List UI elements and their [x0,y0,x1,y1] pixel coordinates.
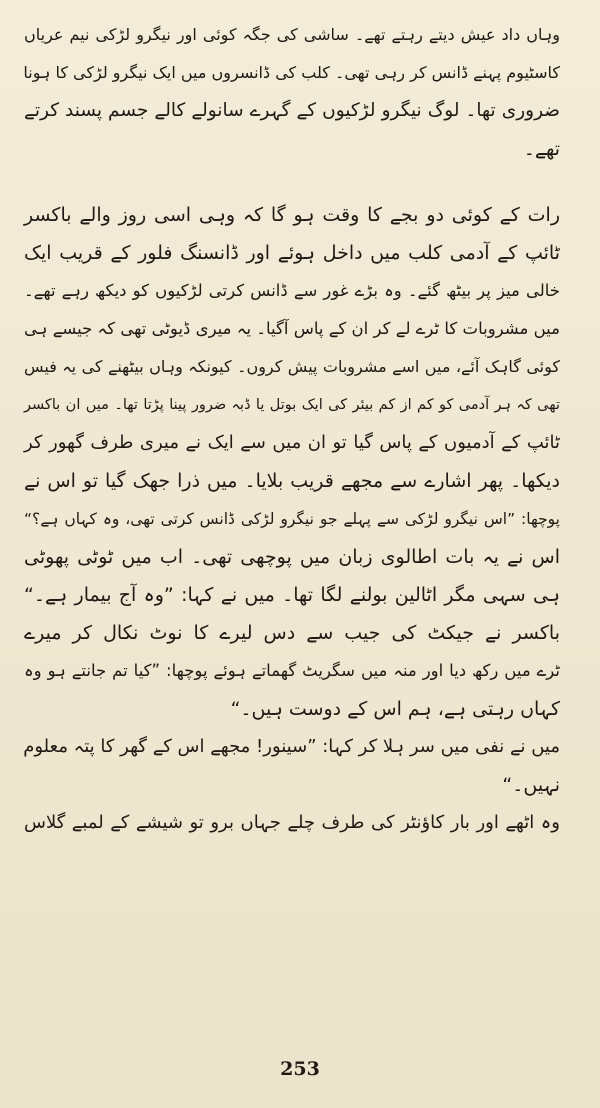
text-line: پوچھا: ”اس نیگرو لڑکی سے پہلے جو نیگرو لڑکی ڈانس کرتی تھی، وہ کہاں ہے؟“ [24,510,560,528]
text-line: وہ اٹھے اور بار کاؤنٹر کی طرف چلے جہاں برو تو شیشے کے لمبے گلاس [24,812,560,833]
page-number: 253 [280,1058,320,1080]
text-line: ٹرے میں رکھ دیا اور منہ میں سگریٹ گھماتے ہوئے پوچھا: ”کیا تم جانتے ہو وہ [24,661,560,680]
text-line: کہاں رہتی ہے، ہم اس کے دوست ہیں۔“ [230,698,560,720]
text-line: تھی کہ ہر آدمی کو کم از کم بیئر کی ایک بوتل یا ڈبہ ضرور پینا پڑتا تھا۔ میں ان باکسر [24,397,560,413]
text-line: کوئی گاہک آئے، میں اسے مشروبات پیش کروں۔ کیونکہ وہاں بیٹھنے کی یہ فیس [24,357,560,376]
text-line: ضروری تھا۔ لوگ نیگرو لڑکیوں کے گہرے سانولے کالے جسم پسند کرتے [24,100,560,121]
paragraph-2 [24,196,560,538]
text-line: نہیں۔“ [502,774,560,796]
paragraph-spacer [24,168,560,196]
text-line: اس نے یہ بات اطالوی زبان میں پوچھی تھی۔ اب میں ٹوٹی پھوٹی [24,546,560,568]
paragraph-1 [24,16,560,168]
text-line: خالی میز پر بیٹھ گئے۔ وہ بڑے غور سے ڈانس کرتی لڑکیوں کو دیکھ رہے تھے۔ [24,281,560,300]
text-line: ہی سہی مگر اٹالین بولنے لگا تھا۔ میں نے کہا: ”وہ آج بیمار ہے۔“ [24,584,560,606]
text-line: باکسر نے جیکٹ کی جیب سے دس لیرے کا نوٹ نکال کر میرے [24,622,560,644]
text-line: تھے۔ [523,138,560,160]
paragraph-3 [24,538,560,614]
urdu-text-block [24,16,560,842]
text-line: ٹائپ کے آدمیوں کے پاس گیا تو ان میں سے ایک نے میری طرف گھور کر [24,432,560,453]
text-line: میں نے نفی میں سر ہلا کر کہا: ”سینور! مجھے اس کے گھر کا پتہ معلوم [23,736,560,757]
text-line: میں مشروبات کا ٹرے لے کر ان کے پاس آگیا۔ یہ میری ڈیوٹی تھی کہ جیسے ہی [24,319,560,338]
paragraph-5 [24,728,560,804]
text-line: رات کے کوئی دو بجے کا وقت ہو گا کہ وہی اسی روز والے باکسر [24,204,560,226]
paragraph-6 [24,804,560,842]
text-line: دیکھا۔ پھر اشارے سے مجھے قریب بلایا۔ میں ذرا جھک گیا تو اس نے [24,470,560,492]
text-line: ٹائپ کے آدمی کلب میں داخل ہوئے اور ڈانسنگ فلور کے قریب ایک [24,242,560,264]
text-line: کاسٹیوم پہنے ڈانس کر رہی تھی۔ کلب کی ڈانسروں میں ایک نیگرو لڑکی کا ہونا [23,63,560,82]
paragraph-4 [24,614,560,728]
text-line: وہاں داد عیش دیتے رہتے تھے۔ ساشی کی جگہ کوئی اور نیگرو لڑکی نیم عریاں [24,25,560,44]
